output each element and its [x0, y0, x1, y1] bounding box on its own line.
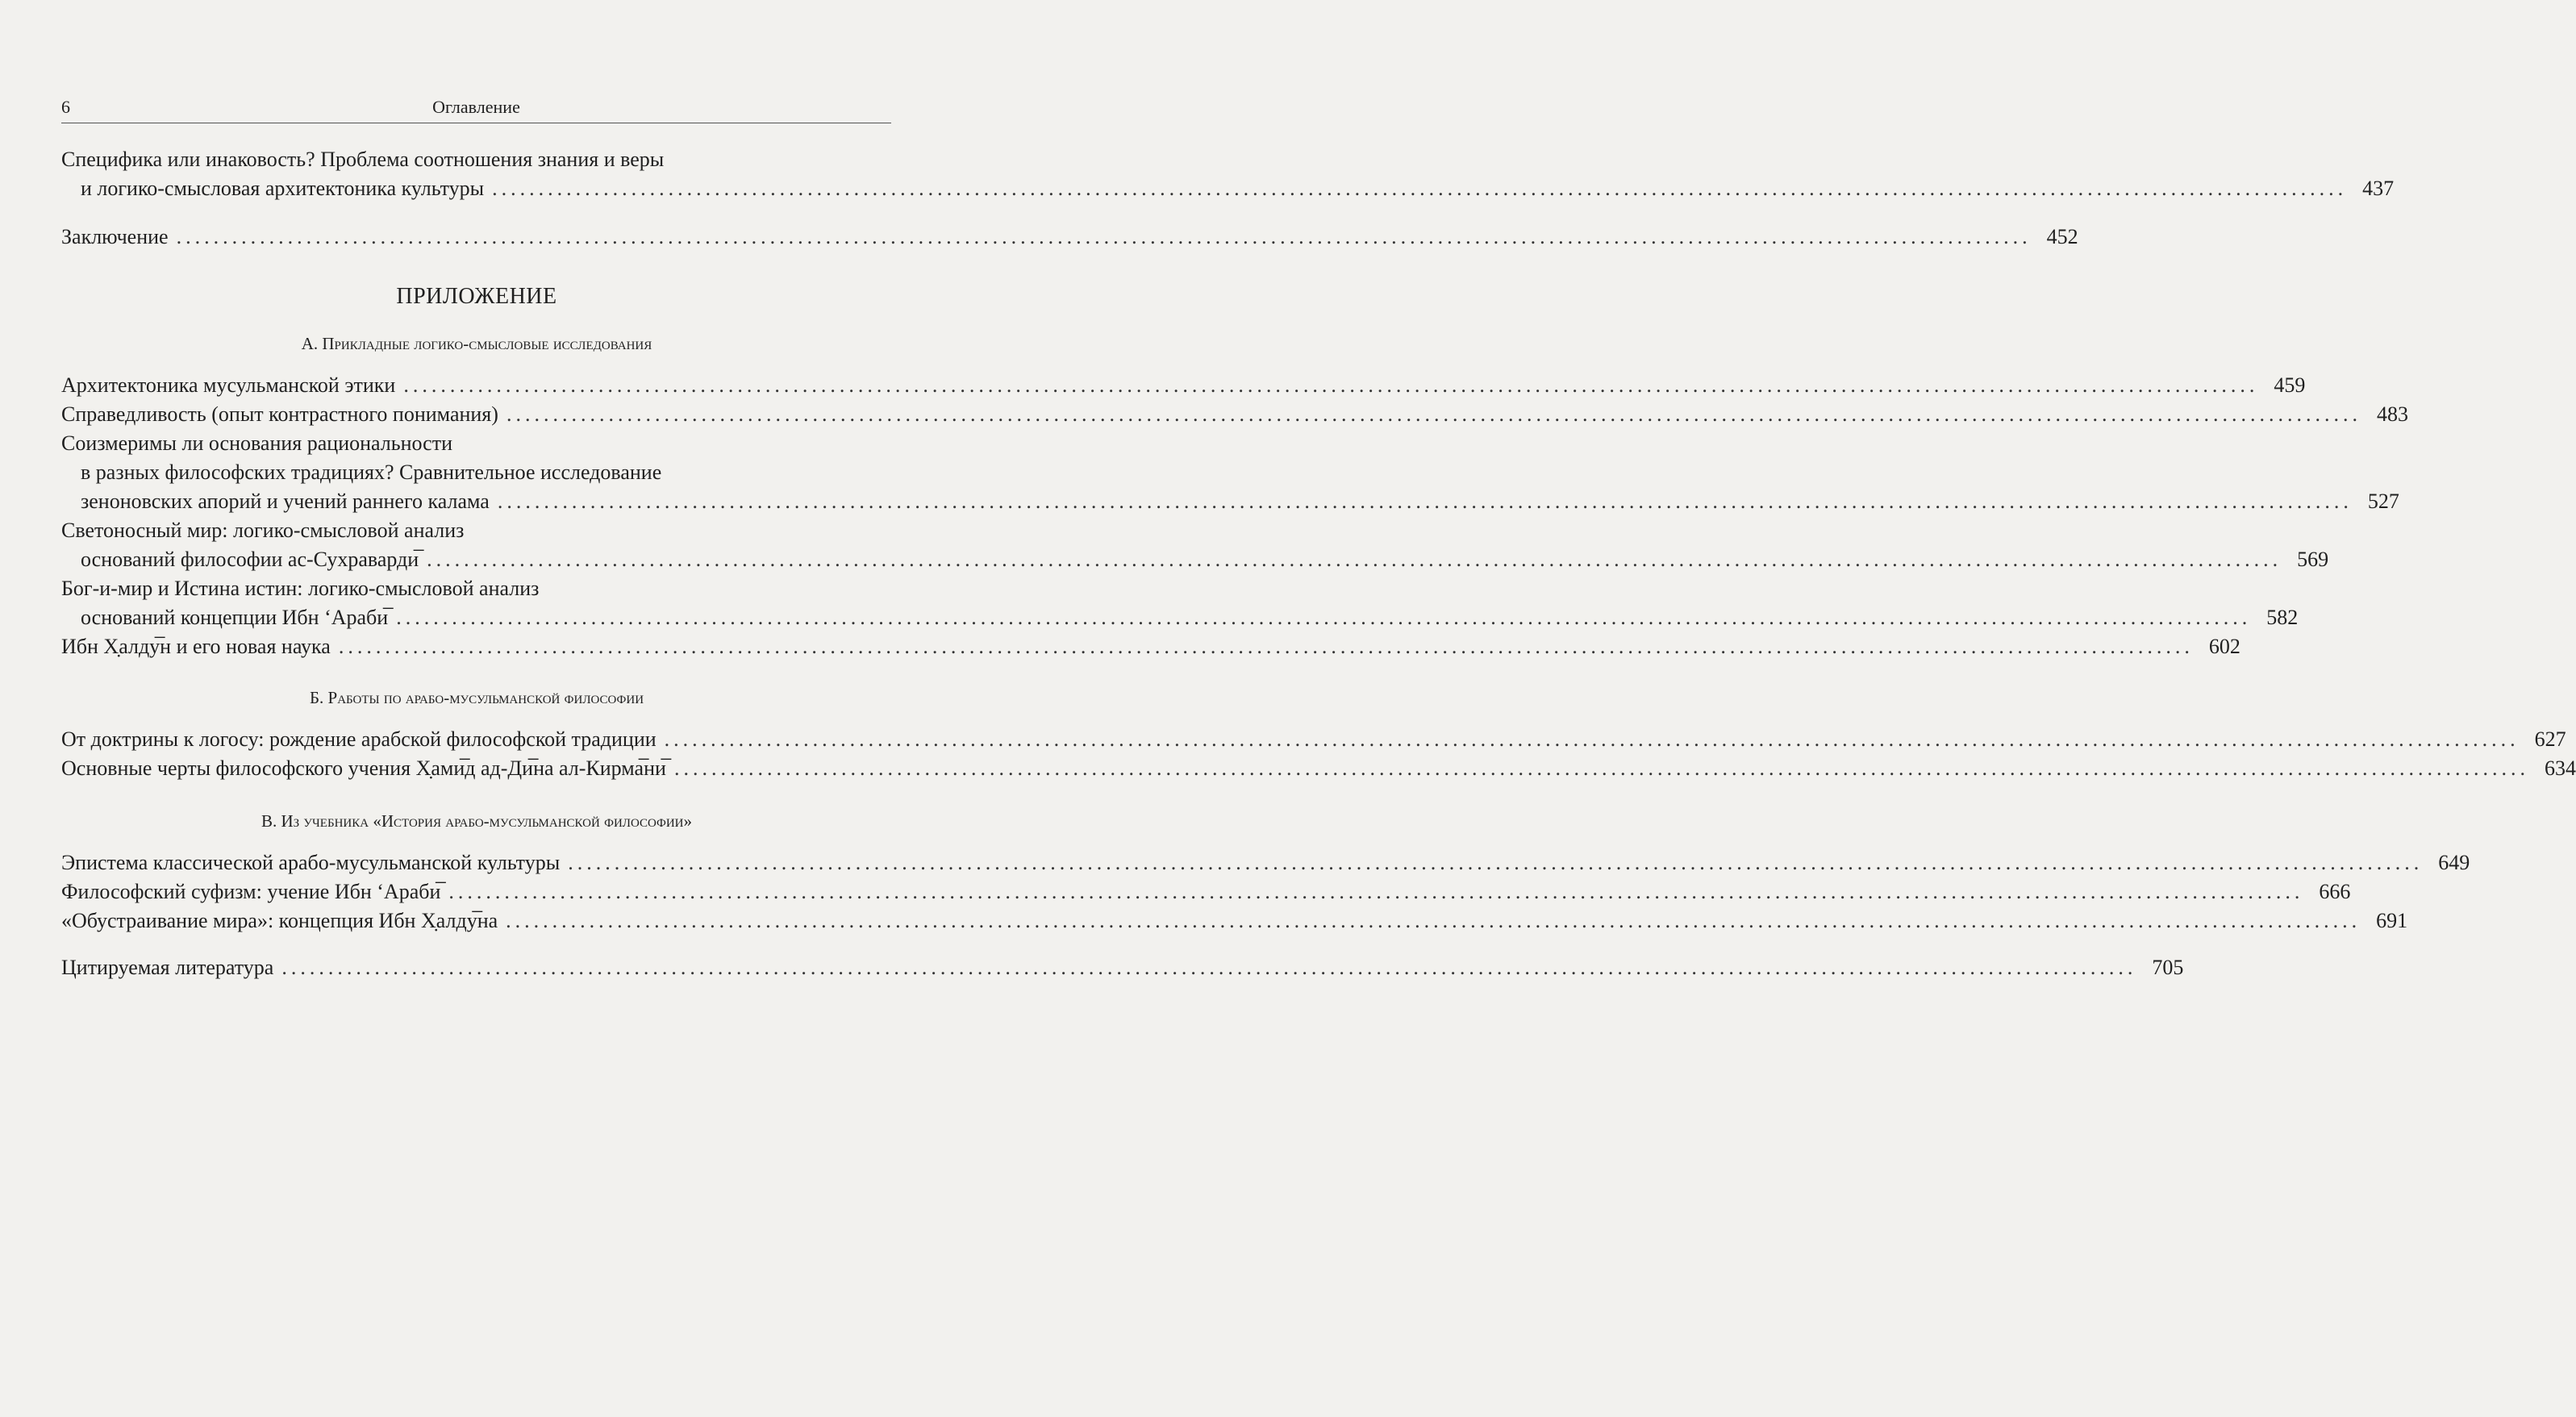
toc-entry[interactable] [61, 953, 2184, 982]
toc-entry-title-line: Архитектоника мусульманской этики [61, 373, 396, 397]
toc-page-number: 452 [2046, 225, 2078, 248]
toc-entry[interactable] [61, 400, 2408, 429]
leader-dots: ........................................................................................................................................................................................................ [568, 851, 2424, 874]
toc-page-number: 527 [2367, 490, 2399, 513]
leader-dots: ........................................................................................................................................................................................................ [448, 880, 2304, 903]
leader-dots: ........................................................................................................................................................................................................ [427, 548, 2282, 571]
toc-entry[interactable] [61, 632, 2240, 661]
section-title: В. Из учебника «История арабо-мусульманской философии» [261, 811, 692, 831]
toc-page-number: 459 [2274, 373, 2306, 397]
toc-entry-title-line: Бог-и-мир и Истина истин: логико-смысловой анализ [61, 577, 540, 600]
toc-entry-title-line: Соизмеримы ли основания рациональности [61, 431, 452, 455]
leader-dots: ........................................................................................................................................................................................................ [396, 606, 2252, 629]
toc-entry-title-line: «Обустраивание мира»: концепция Ибн Х̣алду̅на [61, 909, 498, 932]
toc-entry-title-line: Цитируемая литература [61, 956, 274, 979]
leader-dots: ........................................................................................................................................................................................................ [403, 373, 2259, 397]
toc-page-number: 649 [2438, 851, 2470, 874]
toc-entry-title-line: От доктрины к логосу: рождение арабской философской традиции [61, 727, 657, 751]
toc-page-number: 602 [2208, 635, 2240, 658]
leader-dots: ........................................................................................................................................................................................................ [492, 177, 2348, 200]
toc-entry-title-line: Заключение [61, 225, 169, 248]
toc-entry-title-line: Эпистема классической арабо-мусульманской культуры [61, 851, 561, 874]
running-title: Оглавление [432, 97, 520, 117]
toc-page-number: 691 [2376, 909, 2408, 932]
toc-entry-title-line: Ибн Х̣алду̅н и его новая наука [61, 635, 331, 658]
toc-entry-title-line: в разных философских традициях? Сравнительное исследование [81, 461, 662, 484]
leader-dots: ........................................................................................................................................................................................................ [673, 756, 2529, 780]
running-header [61, 94, 891, 123]
toc-page-number: 582 [2266, 606, 2299, 629]
toc-entry[interactable] [61, 725, 2566, 754]
leader-dots: ........................................................................................................................................................................................................ [664, 727, 2520, 751]
toc-page-number: 627 [2534, 727, 2566, 751]
toc-entry[interactable] [61, 754, 2576, 783]
toc-entry[interactable] [61, 574, 2299, 632]
toc-entry[interactable] [61, 223, 2078, 252]
toc-page-number: 634 [2544, 756, 2576, 780]
toc-entry-title-line: Справедливость (опыт контрастного понимания) [61, 402, 498, 426]
section-title: Б. Работы по арабо-мусульманской философии [309, 688, 644, 707]
toc-entry-title-line: Специфика или инаковость? Проблема соотношения знания и веры [61, 148, 665, 171]
toc-entry[interactable] [61, 371, 2306, 400]
page-number: 6 [61, 97, 70, 117]
toc-entry-title-line: Светоносный мир: логико-смысловой анализ [61, 519, 465, 542]
toc-entry-title-line: Основные черты философского учения Х̣ами̅д ад-Ди̅на ал-Кирма̅ни̅ [61, 756, 666, 780]
section-title: А. Прикладные логико-смысловые исследования [301, 334, 652, 353]
toc-entry[interactable] [61, 429, 2399, 516]
leader-dots: ........................................................................................................................................................................................................ [176, 225, 2032, 248]
toc-entry[interactable] [61, 906, 2408, 936]
toc-page-number: 569 [2297, 548, 2329, 571]
toc-page-number: 666 [2319, 880, 2351, 903]
toc-entry[interactable] [61, 848, 2470, 877]
toc-page-number: 705 [2152, 956, 2184, 979]
toc-entry-title-line: зеноновских апорий и учений раннего калама [81, 490, 490, 513]
toc-entry-title-line: и логико-смысловая архитектоника культуры [81, 177, 485, 200]
leader-dots: ........................................................................................................................................................................................................ [281, 956, 2137, 979]
toc-entry-title-line: оснований философии ас-Сухраварди̅ [81, 548, 419, 571]
toc-page-number: 483 [2376, 402, 2408, 426]
leader-dots: ........................................................................................................................................................................................................ [338, 635, 2194, 658]
leader-dots: ........................................................................................................................................................................................................ [497, 490, 2353, 513]
leader-dots: ........................................................................................................................................................................................................ [506, 402, 2361, 426]
toc-entry-title-line: оснований концепции Ибн ʻАраби̅ [81, 606, 389, 629]
toc-entry-title-line: Философский суфизм: учение Ибн ʻАраби̅ [61, 880, 441, 903]
toc-entry[interactable] [61, 145, 2395, 203]
toc-page-number: 437 [2362, 177, 2395, 200]
toc-entry[interactable] [61, 516, 2329, 574]
appendix-title: ПРИЛОЖЕНИЕ [396, 284, 557, 309]
toc-entry[interactable] [61, 877, 2351, 906]
leader-dots: ........................................................................................................................................................................................................ [506, 909, 2361, 932]
